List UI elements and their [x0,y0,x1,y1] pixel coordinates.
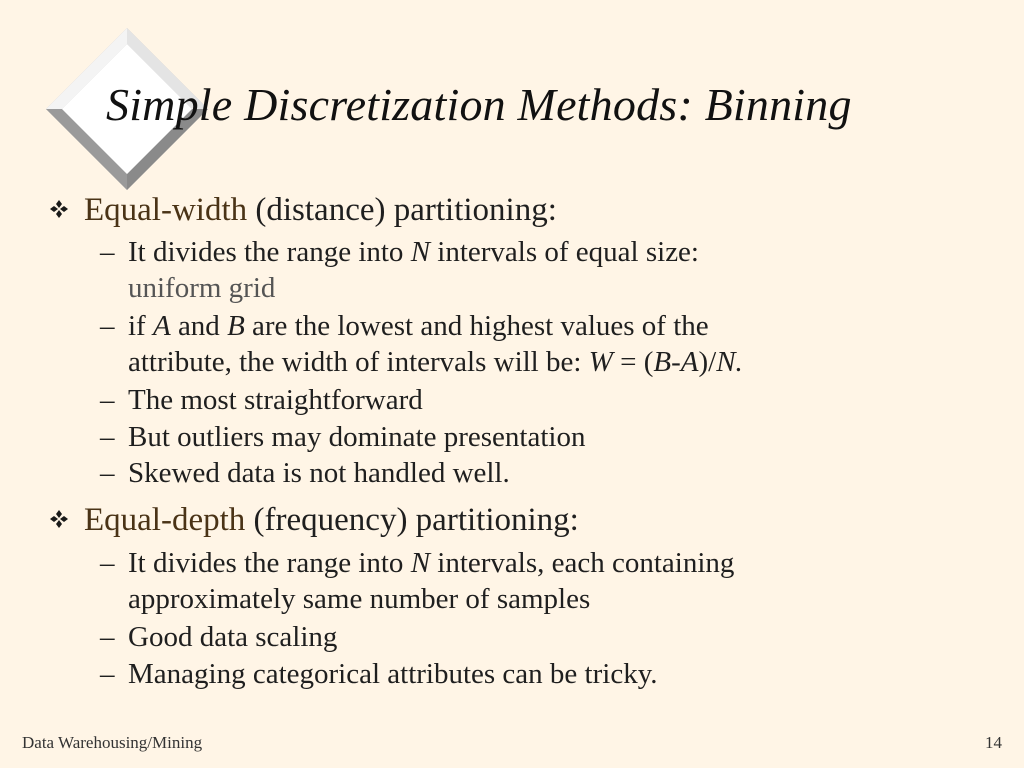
bullet-text [84,502,579,539]
var-n: N [410,547,431,579]
sub-text: Skewed data is not handled well. [128,457,510,489]
dash-marker: – [100,621,115,653]
var-b: B [653,346,672,378]
dash-marker: – [100,384,115,416]
sub-text: The most straightforward [128,384,423,416]
sub-text: and [170,310,228,342]
dash-marker: – [100,547,115,579]
bullet-lead: Equal-depth [84,502,246,538]
dash-marker: – [100,310,115,342]
bullet-lead: Equal-width [84,192,248,228]
sub-text: It divides the range into [128,547,411,579]
var-b: B [227,310,245,342]
sub-text: - [671,346,681,378]
sub-text: attribute, the width of intervals will be: [128,346,589,378]
dash-marker: – [100,421,115,453]
sub-text: if [128,310,153,342]
sub-text: are the lowest and highest values of the [244,310,709,342]
dash-marker: – [100,236,115,268]
page-number: 14 [985,733,1002,752]
sub-text-line2: approximately same number of samples [128,583,591,615]
sub-text: Good data scaling [128,621,338,653]
sub-text-line2: uniform grid [128,272,276,304]
sub-text: But outliers may dominate presentation [128,421,586,453]
sub-text: = ( [612,346,654,378]
var-a: A [152,310,171,342]
var-n: N. [716,346,743,378]
four-diamond-bullet-icon [48,508,70,530]
var-w: W [588,346,613,378]
sub-text: intervals, each containing [430,547,735,579]
bullet-rest: (frequency) partitioning: [245,502,579,538]
four-diamond-bullet-icon [48,198,70,220]
sub-text: Managing categorical attributes can be tricky. [128,658,658,690]
dash-marker: – [100,658,115,690]
footer-course-title: Data Warehousing/Mining [22,733,203,752]
bullet-rest: (distance) partitioning: [247,192,557,228]
sub-text: It divides the range into [128,236,411,268]
slide-title: Simple Discretization Methods: Binning [106,79,852,130]
dash-marker: – [100,457,115,489]
sub-text: intervals of equal size: [430,236,699,268]
var-a: A [680,346,699,378]
sub-text: )/ [698,346,717,378]
bullet-text [84,192,557,229]
var-n: N [410,236,431,268]
